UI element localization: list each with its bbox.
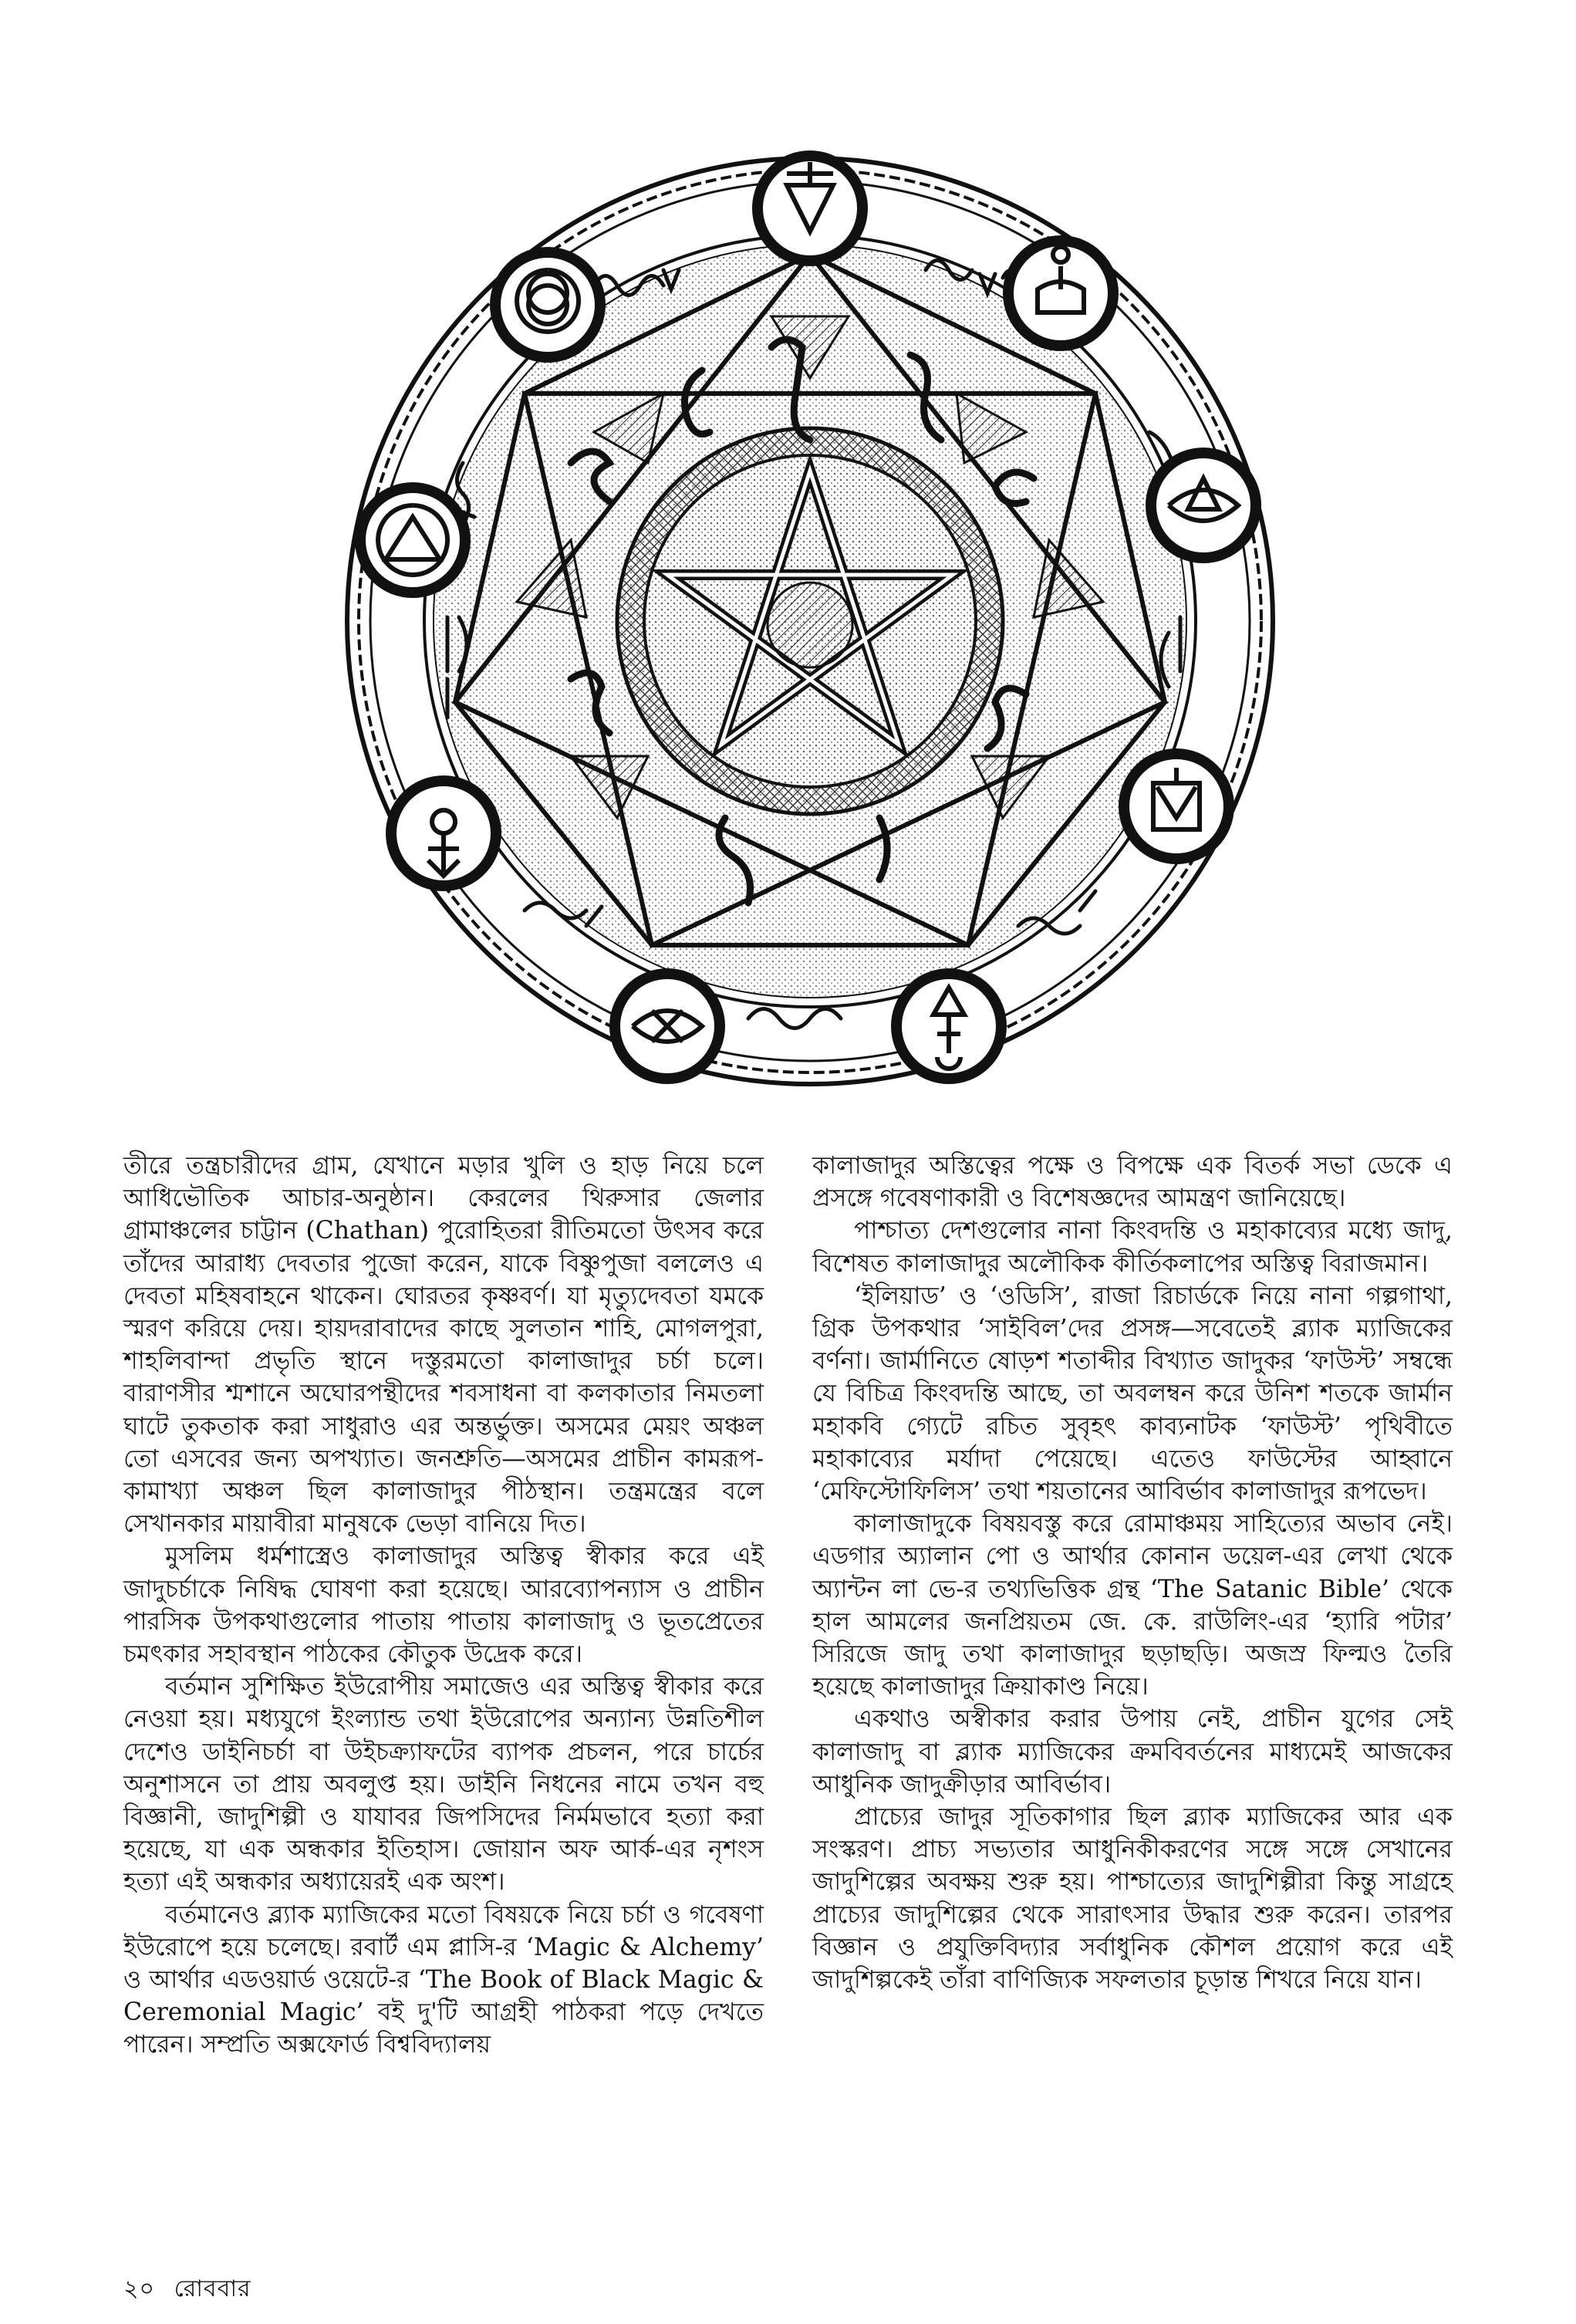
paragraph: কালাজাদুর অস্তিত্বের পক্ষে ও বিপক্ষে এক বিতর্ক সভা ডেকে এ প্রসঙ্গে গবেষণাকারী ও বিশেষজ্ঞদের আমন্ত্রণ জানিয়েছে। (812, 1152, 1453, 1213)
left-column (123, 1150, 764, 2199)
magic-circle-illustration (339, 139, 1281, 1103)
article-body (123, 1150, 1453, 2199)
paragraph: ‘ইলিয়াড’ ও ‘ওডিসি’, রাজা রিচার্ডকে নিয়ে নানা গল্পগাথা, গ্রিক উপকথার ‘সাইবিল’দের প্রসঙ্গ—সবেতেই ব্ল্যাক ম্যাজিকের বর্ণনা। জার্মানিতে ষোড়শ শতাব্দীর বিখ্যাত জাদুকর ‘ফাউস্ট’ সম্বন্ধে যে বিচিত্র কিংবদন্তি আছে, তা অবলম্বন করে উনিশ শতকে জার্মান মহাকবি গ্যেটে রচিত সুবৃহৎ কাব্যনাটক ‘ফাউস্ট’ পৃথিবীতে মহাকাব্যের মর্যাদা পেয়েছে। এতেও ফাউস্টের আহ্বানে ‘মেফিস্টোফিলিস’ তথা শয়তানের আবির্ভাব কালাজাদুর রূপভেদ। (812, 1282, 1453, 1506)
paragraph: একথাও অস্বীকার করার উপায় নেই, প্রাচীন যুগের সেই কালাজাদু বা ব্ল্যাক ম্যাজিকের ক্রমবিবর্তনের মাধ্যমেই আজকের আধুনিক জাদুক্রীড়ার আবির্ভাব। (812, 1705, 1453, 1799)
paragraph: প্রাচ্যের জাদুর সূতিকাগার ছিল ব্ল্যাক ম্যাজিকের আর এক সংস্করণ। প্রাচ্য সভ্যতার আধুনিকীকরণের সঙ্গে সঙ্গে সেখানের জাদুশিল্পের অবক্ষয় শুরু হয়। পাশ্চাত্যের জাদুশিল্পীরা কিন্তু সাগ্রহে প্রাচ্যের জাদুশিল্পের থেকে সারাৎসার উদ্ধার শুরু করেন। তারপর বিজ্ঞান ও প্রযুক্তিবিদ্যার সর্বাধুনিক কৌশল প্রয়োগ করে এই জাদুশিল্পকেই তাঁরা বাণিজ্যিক সফলতার চূড়ান্ত শিখরে নিয়ে যান। (812, 1803, 1453, 1995)
paragraph: মুসলিম ধর্মশাস্ত্রেও কালাজাদুর অস্তিত্ব স্বীকার করে এই জাদুচর্চাকে নিষিদ্ধ ঘোষণা করা হয়েছে। আরব্যোপন্যাস ও প্রাচীন পারসিক উপকথাগুলোর পাতায় পাতায় কালাজাদু ও ভূতপ্রেতের চমৎকার সহাবস্থান পাঠকের কৌতুক উদ্রেক করে। (123, 1542, 764, 1669)
page-footer (123, 2270, 262, 2309)
paragraph: বর্তমানেও ব্ল্যাক ম্যাজিকের মতো বিষয়কে নিয়ে চর্চা ও গবেষণা ইউরোপে হয়ে চলেছে। রবার্ট এম প্লাসি-র ‘Magic & Alchemy’ ও আর্থার এডওয়ার্ড ওয়েটে-র ‘The Book of Black Magic & Ceremonial Magic’ বই দু'টি আগ্রহী পাঠকরা পড়ে দেখতে পারেন। সম্প্রতি অক্সফোর্ড বিশ্ববিদ্যালয় (123, 1900, 764, 2059)
right-column (812, 1150, 1453, 2199)
page-number: ২০ (123, 2275, 156, 2302)
paragraph: বর্তমান সুশিক্ষিত ইউরোপীয় সমাজেও এর অস্তিত্ব স্বীকার করে নেওয়া হয়। মধ্যযুগে ইংল্যান্ড তথা ইউরোপের অন্যান্য উন্নতিশীল দেশেও ডাইনিচর্চা বা উইচক্র্যাফটের ব্যাপক প্রচলন, পরে চার্চের অনুশাসনে তা প্রায় অবলুপ্ত হয়। ডাইনি নিধনের নামে তখন বহু বিজ্ঞানী, জাদুশিল্পী ও যাযাবর জিপসিদের নির্মমভাবে হত্যা করা হয়েছে, যা এক অন্ধকার ইতিহাস। জোয়ান অফ আর্ক-এর নৃশংস হত্যা এই অন্ধকার অধ্যায়েরই এক অংশ। (123, 1673, 764, 1897)
paragraph: কালাজাদুকে বিষয়বস্তু করে রোমাঞ্চময় সাহিত্যের অভাব নেই। এডগার অ্যালান পো ও আর্থার কোনান ডয়েল-এর লেখা থেকে অ্যান্টন লা ভে-র তথ্যভিত্তিক গ্রন্থ ‘The Satanic Bible’ থেকে হাল আমলের জনপ্রিয়তম জে. কে. রাউলিং-এর ‘হ্যারি পটার’ সিরিজে জাদু তথা কালাজাদুর ছড়াছড়ি। অজস্র ফিল্মও তৈরি হয়েছে কালাজাদুর ক্রিয়াকাণ্ড নিয়ে। (812, 1510, 1453, 1701)
magazine-name: রোববার (174, 2275, 251, 2302)
pentagram-magic-circle-icon (339, 139, 1281, 1103)
paragraph: পাশ্চাত্য দেশগুলোর নানা কিংবদন্তি ও মহাকাব্যের মধ্যে জাদু, বিশেষত কালাজাদুর অলৌকিক কীর্তিকলাপের অস্তিত্ব বিরাজমান। (812, 1217, 1453, 1278)
paragraph: তীরে তন্ত্রচারীদের গ্রাম, যেখানে মড়ার খুলি ও হাড় নিয়ে চলে আধিভৌতিক আচার-অনুষ্ঠান। কেরলের থিরুসার জেলার গ্রামাঞ্চলের চাট্টান (Chathan) পুরোহিতরা রীতিমতো উৎসব করে তাঁদের আরাধ্য দেবতার পুজো করেন, যাকে বিষ্ণুপুজা বললেও এ দেবতা মহিষবাহনে থাকেন। ঘোরতর কৃষ্ণবর্ণ। যা মৃত্যুদেবতা যমকে স্মরণ করিয়ে দেয়। হায়দরাবাদের কাছে সুলতান শাহি, মোগলপুরা, শাহলিবান্দা প্রভৃতি স্থানে দস্তুরমতো কালাজাদুর চর্চা চলে। বারাণসীর শ্মশানে অঘোরপন্থীদের শবসাধনা বা কলকাতার নিমতলা ঘাটে তুকতাক করা সাধুরাও এর অন্তর্ভুক্ত। অসমের মেয়ং অঞ্চল তো এসবের জন্য অপখ্যাত। জনশ্রুতি—অসমের প্রাচীন কামরূপ-কামাখ্যা অঞ্চল ছিল কালাজাদুর পীঠস্থান। তন্ত্রমন্ত্রের বলে সেখানকার মায়াবীরা মানুষকে ভেড়া বানিয়ে দিত। (123, 1152, 764, 1539)
